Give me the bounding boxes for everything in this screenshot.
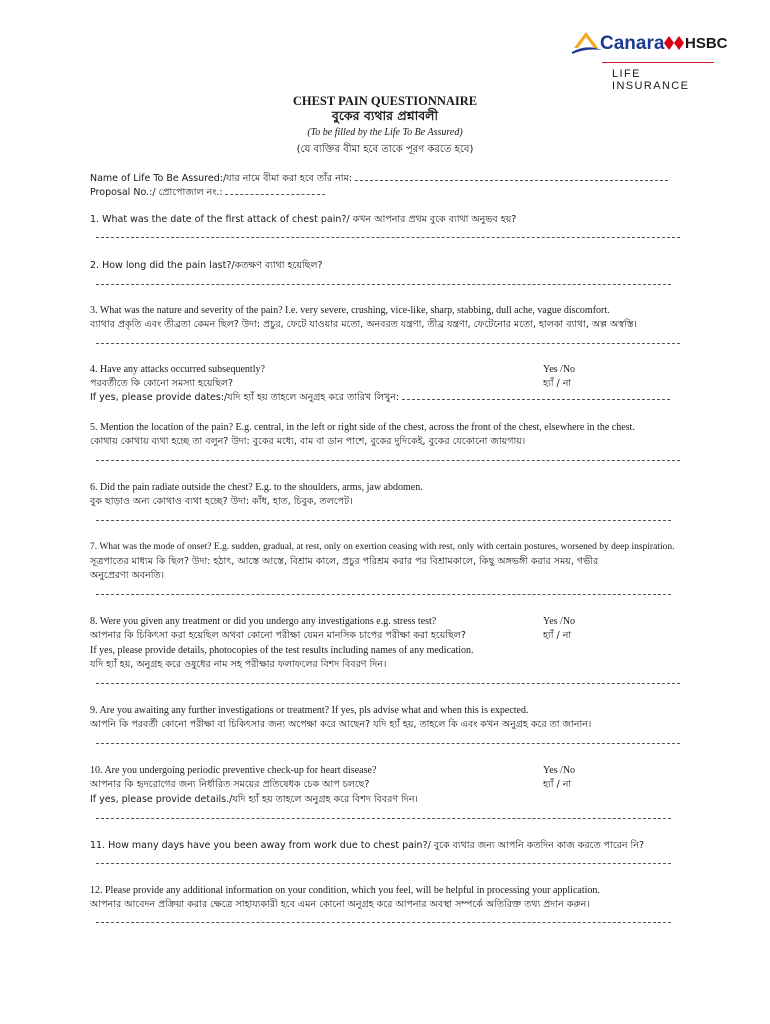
- answer-line-6[interactable]: [96, 520, 671, 521]
- proposal-field-row: [90, 186, 325, 199]
- canara-swoosh-icon: [572, 30, 602, 56]
- question-4-yes-no-bengali: হ্যাঁ / না: [543, 378, 572, 389]
- question-10-bengali: আপনার কি হৃদরোগের জন্য নির্ধারিত সময়ের প্রতিষেধক চেক আপ চলছে?: [90, 779, 370, 790]
- question-8-followup: If yes, please provide details, photocopies of the test results including names of any medication.: [90, 645, 474, 656]
- page-title: CHEST PAIN QUESTIONNAIRE: [292, 94, 478, 108]
- question-6-bengali: বুক ছাড়াও অন্য কোথাও ব্যথা হচ্ছে? উদা: কাঁধ, হাত, চিবুক, তলপেট।: [90, 496, 353, 507]
- page-subtitle-bengali: (যে ব্যক্তির বীমা হবে তাকে পূরণ করতে হবে): [296, 144, 474, 155]
- question-2: 2. How long did the pain last?/কতক্ষণ ব্যাথা হয়েছিল?: [90, 260, 323, 271]
- name-field-input[interactable]: [355, 172, 668, 181]
- question-8-bengali: আপনার কি চিকিৎসা করা হয়েছিল অথবা কোনো পরীক্ষা যেমন মানসিক চাপের পরীক্ষা করা হয়েছিল?: [90, 630, 466, 641]
- question-8-yes-no-bengali: হ্যাঁ / না: [543, 630, 572, 641]
- answer-line-12[interactable]: [96, 922, 671, 923]
- question-12-bengali: আপনার আবেদন প্রক্রিয়া করার ক্ষেত্রে সাহায্যকারী হবে এমন কোনো অনুগ্রহ করে আপনার অবস্থা সম্পর্কে অতিরিক্ত তথ্য প্রদান করুন।: [90, 899, 590, 910]
- logo-hsbc-text: HSBC: [685, 35, 728, 52]
- question-10-yes-no[interactable]: Yes /No: [543, 765, 576, 776]
- answer-line-2[interactable]: [96, 284, 671, 285]
- question-9-bengali: আপনি কি পরবর্তী কোনো পরীক্ষা বা চিকিৎসার জন্য অপেক্ষা করে আছেন? যদি হ্যাঁ হয়, তাহলে কি এবং কখন অনুগ্রহ করে তা জানান।: [90, 719, 592, 730]
- logo-tagline: LIFE INSURANCE: [612, 68, 690, 92]
- answer-line-11[interactable]: [96, 863, 671, 864]
- question-4: 4. Have any attacks occurred subsequently?: [90, 364, 265, 375]
- question-11: 11. How many days have you been away from work due to chest pain?/ বুকে ব্যথার জন্য আপনি কতদিন কাজ করতে পারেন নি?: [90, 840, 644, 851]
- name-field-label: Name of Life To Be Assured:/যার নামে বীমা করা হবে তাঁর নাম:: [90, 173, 353, 184]
- question-10-followup: If yes, please provide details./যদি হ্যাঁ হয় তাহলে অনুগ্রহ করে বিশদ বিবরণ দিন।: [90, 794, 418, 805]
- question-6: 6. Did the pain radiate outside the chest? E.g. to the shoulders, arms, jaw abdomen.: [90, 482, 423, 493]
- question-7-bengali: সূত্রপাতের মাধ্যম কি ছিল? উদা: হঠাৎ, আস্তে আস্তে, বিশ্রাম কালে, প্রচুর পরিশ্রম করার পর বিশ্রামকালে, কিছু অঙ্গভঙ্গী করার সময়, গভীর: [90, 556, 599, 567]
- question-4-yes-no[interactable]: Yes /No: [543, 364, 576, 375]
- answer-line-9[interactable]: [96, 743, 680, 744]
- answer-line-1[interactable]: [96, 237, 680, 238]
- question-7-bengali-cont: অনুপ্রেরণা অবনতি।: [90, 570, 164, 581]
- question-10: 10. Are you undergoing periodic preventive check-up for heart disease?: [90, 765, 377, 776]
- question-4-bengali: পরবর্তীতে কি কোনো সমস্যা হয়েছিল?: [90, 378, 234, 389]
- proposal-field-label: Proposal No.:/ প্রোপোজাল নং.:: [90, 187, 223, 198]
- question-3-bengali: ব্যাথার প্রকৃতি এবং তীব্রতা কেমন ছিল? উদা: প্রচুর, ফেটে যাওয়ার মতো, অনবরত যন্ত্রণা, তীব্র যন্ত্রণা, ফেটেনোর মতো, হালকা ব্যাথা, অল্প অস্বস্তি।: [90, 319, 637, 330]
- proposal-field-input[interactable]: [225, 186, 325, 195]
- page-subtitle: (To be filled by the Life To Be Assured): [307, 127, 463, 138]
- question-8-followup-bengali: যদি হ্যাঁ হয়, অনুগ্রহ করে ওষুধের নাম সহ পরীক্ষার ফলাফলের বিশদ বিবরণ দিন।: [90, 659, 387, 670]
- question-5-bengali: কোথায় কোথায় ব্যথা হচ্ছে তা বলুন? উদা: বুকের মধ্যে, বাম বা ডান পাশে, বুকের দুদিকেই, বুকের যেকোনো জায়গায়।: [90, 436, 526, 447]
- question-4-followup: If yes, please provide dates:/যদি হ্যাঁ হয় তাহলে অনুগ্রহ করে তারিখ লিখুন:: [90, 392, 400, 403]
- canara-hsbc-logo: [572, 30, 728, 92]
- answer-line-8[interactable]: [96, 683, 680, 684]
- question-3: 3. What was the nature and severity of the pain? I.e. very severe, crushing, vice-like, sharp, stabbing, dull ache, vague discomfort.: [90, 305, 610, 316]
- question-4-dates-input[interactable]: [402, 391, 670, 400]
- question-1: 1. What was the date of the first attack of chest pain?/ কখন আপনার প্রথম বুকে ব্যাথা অনুভব হয়?: [90, 214, 517, 225]
- question-8-yes-no[interactable]: Yes /No: [543, 616, 576, 627]
- answer-line-10[interactable]: [96, 818, 671, 819]
- question-12: 12. Please provide any additional information on your condition, which you feel, will be helpful in processing your application.: [90, 885, 600, 896]
- answer-line-5[interactable]: [96, 460, 680, 461]
- answer-line-7[interactable]: [96, 594, 671, 595]
- question-9: 9. Are you awaiting any further investigations or treatment? If yes, pls advise what and when this is expected.: [90, 705, 529, 716]
- page-title-bengali: বুকের ব্যথার প্রশ্নাবলী: [331, 108, 439, 123]
- answer-line-3[interactable]: [96, 343, 680, 344]
- logo-canara-text: Canara: [600, 33, 665, 54]
- logo-divider: [602, 62, 714, 63]
- name-field-row: [90, 172, 668, 185]
- hsbc-hexagon-icon: [664, 36, 684, 50]
- question-5: 5. Mention the location of the pain? E.g. central, in the left or right side of the chest, across the front of the chest, elsewhere in the chest.: [90, 422, 635, 433]
- question-10-yes-no-bengali: হ্যাঁ / না: [543, 779, 572, 790]
- question-8: 8. Were you given any treatment or did you undergo any investigations e.g. stress test?: [90, 616, 437, 627]
- question-7: 7. What was the mode of onset? E.g. sudden, gradual, at rest, only on exertion ceasing with rest, only with certain postures, worsened by deep inspiration.: [90, 542, 675, 552]
- question-4-followup-row: [90, 391, 670, 404]
